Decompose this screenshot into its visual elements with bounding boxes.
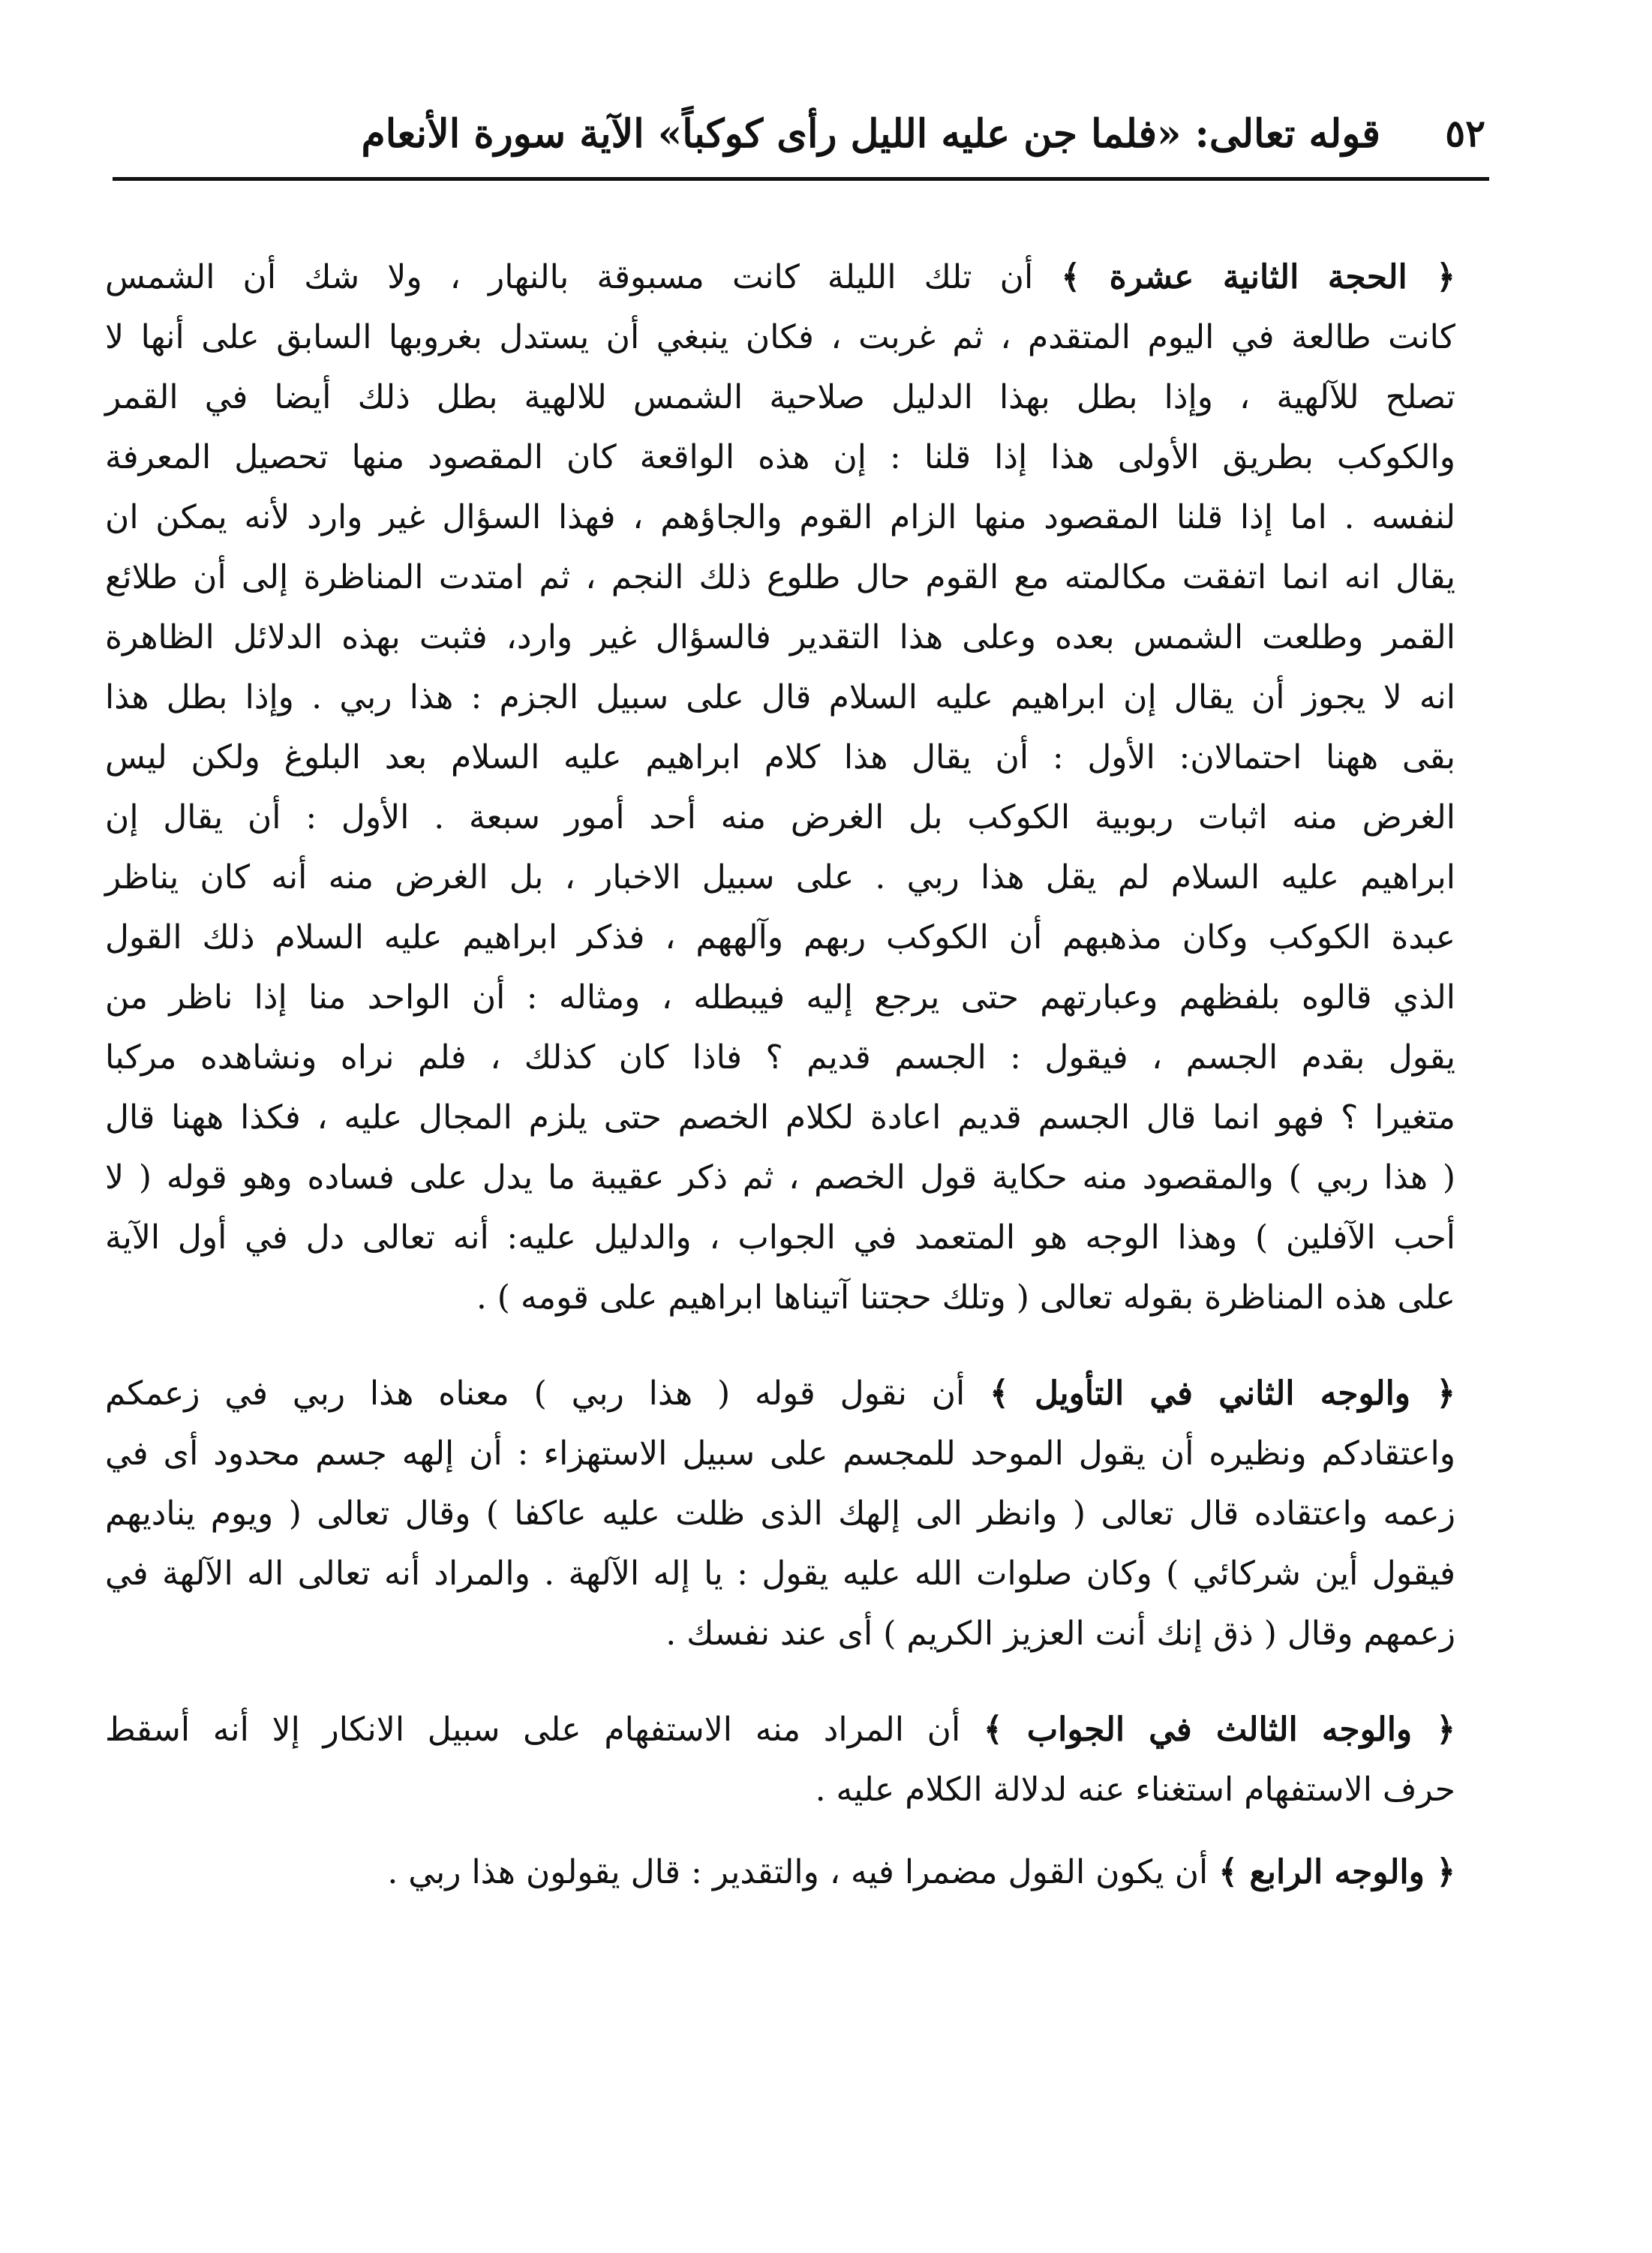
- section-lead: ﴿ الحجة الثانية عشرة ﴾: [1061, 258, 1455, 296]
- page-number: ٥٢: [1445, 111, 1485, 155]
- text-line: زعمه واعتقاده قال تعالى ( وانظر الى إلهك الذى ظلت عليه عاكفا ) وقال تعالى ( ويوم يناديهم: [105, 1494, 1455, 1533]
- running-title: قوله تعالى: «فلما جن عليه الليل رأى كوكباً» الآية سورة الأنعام: [361, 111, 1380, 157]
- header-rule: [113, 177, 1489, 181]
- text-line: زعمهم وقال ( ذق إنك أنت العزيز الكريم ) أى عند نفسك .: [665, 1615, 1455, 1653]
- text-line: أحب الآفلين ) وهذا الوجه هو المتعمد في الجواب ، والدليل عليه: أنه تعالى دل في أول الآية: [105, 1218, 1455, 1257]
- text-line: حرف الاستفهام استغناء عنه لدلالة الكلام عليه .: [815, 1771, 1455, 1809]
- text-line: تصلح للآلهية ، وإذا بطل بهذا الدليل صلاحية الشمس للالهية بطل ذلك أيضا في القمر: [105, 378, 1455, 416]
- section-lead: ﴿ والوجه الرابع ﴾: [1218, 1853, 1455, 1891]
- paragraph-fourth-answer: [105, 1843, 1455, 1903]
- text-line: [105, 1364, 1455, 1424]
- body-text: [105, 248, 1455, 1903]
- text-line: الغرض منه اثبات ربوبية الكوكب بل الغرض منه أحد أمور سبعة . الأول : أن يقال إن: [105, 798, 1455, 837]
- text-line: والكوكب بطريق الأولى هذا إذا قلنا : إن هذه الواقعة كان المقصود منها تحصيل المعرفة: [105, 438, 1455, 476]
- text-line: يقال انه انما اتفقت مكالمته مع القوم حال طلوع ذلك النجم ، ثم امتدت المناظرة إلى أن طلائع: [105, 558, 1455, 596]
- text-line: واعتقادكم ونظيره أن يقول الموحد للمجسم على سبيل الاستهزاء : أن إلهه جسم محدود أى في: [105, 1434, 1455, 1473]
- page-header: [135, 111, 1485, 171]
- text-line: ابراهيم عليه السلام لم يقل هذا ربي . على سبيل الاخبار ، بل الغرض منه أنه كان يناظر: [105, 858, 1455, 897]
- text-line: متغيرا ؟ فهو انما قال الجسم قديم اعادة لكلام الخصم حتى يلزم المجال عليه ، فكذا ههنا قال: [105, 1098, 1455, 1137]
- text-line: فيقول أين شركائي ) وكان صلوات الله عليه يقول : يا إله الآلهة . والمراد أنه تعالى اله الآلهة في: [105, 1555, 1456, 1593]
- text-line: القمر وطلعت الشمس بعده وعلى هذا التقدير فالسؤال غير وارد، فثبت بهذه الدلائل الظاهرة: [105, 618, 1455, 656]
- text-line: [105, 1700, 1455, 1760]
- paragraph-second-interpretation: [105, 1364, 1455, 1664]
- text-line: كانت طالعة في اليوم المتقدم ، ثم غربت ، فكان ينبغي أن يستدل بغروبها السابق على أنها لا: [105, 318, 1455, 356]
- text-line: ( هذا ربي ) والمقصود منه حكاية قول الخصم ، ثم ذكر عقيبة ما يدل على فساده وهو قوله ( لا: [105, 1158, 1455, 1197]
- text-line: عبدة الكوكب وكان مذهبهم أن الكوكب ربهم وآلههم ، فذكر ابراهيم عليه السلام ذلك القول: [105, 918, 1455, 957]
- paragraph-third-answer: [105, 1700, 1455, 1820]
- line-text: أن نقول قوله ( هذا ربي ) معناه هذا ربي في زعمكم: [105, 1374, 966, 1413]
- text-line: يقول بقدم الجسم ، فيقول : الجسم قديم ؟ فاذا كان كذلك ، فلم نراه ونشاهده مركبا: [105, 1038, 1455, 1077]
- text-line: بقى ههنا احتمالان: الأول : أن يقال هذا كلام ابراهيم عليه السلام بعد البلوغ ولكن ليس: [105, 738, 1455, 777]
- line-text: أن يكون القول مضمرا فيه ، والتقدير : قال يقولون هذا ربي .: [387, 1853, 1209, 1891]
- text-line: [105, 1843, 1455, 1903]
- line-text: أن المراد منه الاستفهام على سبيل الانكار إلا أنه أسقط: [105, 1711, 961, 1749]
- text-line: انه لا يجوز أن يقال إن ابراهيم عليه السلام قال على سبيل الجزم : هذا ربي . وإذا بطل هذا: [105, 678, 1455, 716]
- text-line: [105, 248, 1455, 308]
- text-line: على هذه المناظرة بقوله تعالى ( وتلك حجتنا آتيناها ابراهيم على قومه ) .: [476, 1278, 1455, 1317]
- text-line: لنفسه . اما إذا قلنا المقصود منها الزام القوم والجاؤهم ، فهذا السؤال غير وارد لأنه يمكن ان: [105, 498, 1455, 536]
- section-lead: ﴿ والوجه الثاني في التأويل ﴾: [990, 1374, 1455, 1413]
- section-lead: ﴿ والوجه الثالث في الجواب ﴾: [983, 1711, 1455, 1749]
- paragraph-argument-twelve: [105, 248, 1455, 1328]
- text-line: الذي قالوه بلفظهم وعبارتهم حتى يرجع إليه فيبطله ، ومثاله : أن الواحد منا إذا ناظر من: [105, 978, 1455, 1017]
- line-text: أن تلك الليلة كانت مسبوقة بالنهار ، ولا شك أن الشمس: [105, 258, 1034, 296]
